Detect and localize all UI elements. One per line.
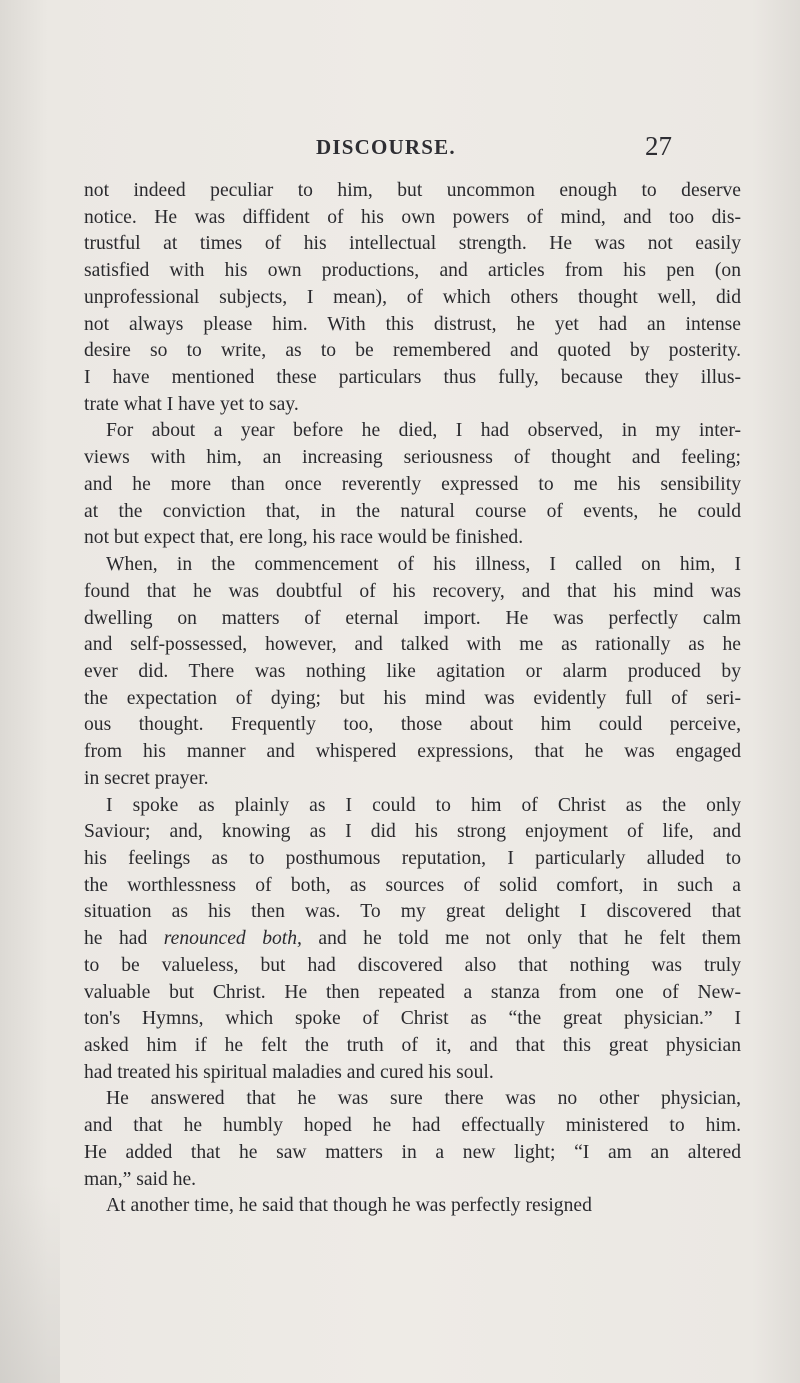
text-line: Saviour; and, knowing as I did his strong enjoyment of life, and xyxy=(84,821,741,843)
text-line: views with him, an increasing seriousness of thought and feeling; xyxy=(84,447,741,469)
text-line: not always please him. With this distrust, he yet had an intense xyxy=(84,313,741,335)
text-line: and self-possessed, however, and talked with me as rationally as he xyxy=(84,634,741,656)
text-line: situation as his then was. To my great delight I discovered that xyxy=(84,901,741,923)
running-title: DISCOURSE. xyxy=(316,135,456,159)
text-line: satisfied with his own productions, and articles from his pen (on xyxy=(84,260,741,282)
text-line: ever did. There was nothing like agitation or alarm produced by xyxy=(84,660,741,682)
text-line: and he more than once reverently expressed to me his sensibility xyxy=(84,473,741,495)
text-line: valuable but Christ. He then repeated a stanza from one of New- xyxy=(84,981,741,1003)
text-line: ton's Hymns, which spoke of Christ as “the great physician.” I xyxy=(84,1008,741,1030)
text-line: his feelings as to posthumous reputation, I particularly alluded to xyxy=(84,847,741,869)
text-line: had treated his spiritual maladies and cured his soul. xyxy=(84,1061,494,1083)
text-line: trate what I have yet to say. xyxy=(84,393,299,415)
text-line-with-italic xyxy=(84,926,741,953)
page-number: 27 xyxy=(645,131,672,161)
text-line: the expectation of dying; but his mind was evidently full of seri- xyxy=(84,687,741,709)
text-line: When, in the commencement of his illness, I called on him, I xyxy=(106,554,741,576)
text-line: man,” said he. xyxy=(84,1168,197,1190)
text-line: to be valueless, but had discovered also that nothing was truly xyxy=(84,954,741,976)
text-line: from his manner and whispered expressions, that he was engaged xyxy=(84,741,741,763)
text-line: found that he was doubtful of his recovery, and that his mind was xyxy=(84,580,741,602)
text-line: asked him if he felt the truth of it, and that this great physician xyxy=(84,1035,741,1056)
running-head xyxy=(0,131,800,169)
line-segment: he had xyxy=(84,928,148,950)
body-text xyxy=(84,178,741,1220)
text-line: notice. He was diffident of his own powers of mind, and too dis- xyxy=(84,206,741,228)
text-line: I spoke as plainly as I could to him of Christ as the only xyxy=(106,794,741,816)
text-line: at the conviction that, in the natural course of events, he could xyxy=(84,500,741,522)
text-line: He added that he saw matters in a new light; “I am an altered xyxy=(84,1141,741,1163)
text-line: in secret prayer. xyxy=(84,767,209,789)
text-line: not indeed peculiar to him, but uncommon enough to deserve xyxy=(84,180,741,201)
page-shadow xyxy=(0,1183,60,1383)
text-line: At another time, he said that though he was perfectly resigned xyxy=(106,1195,592,1217)
text-line: not but expect that, ere long, his race would be finished. xyxy=(84,527,524,549)
text-line: trustful at times of his intellectual strength. He was not easily xyxy=(84,233,741,255)
italic-phrase: renounced both, xyxy=(163,928,302,950)
text-line: the worthlessness of both, as sources of solid comfort, in such a xyxy=(84,874,741,896)
text-line: and that he humbly hoped he had effectually ministered to him. xyxy=(84,1115,741,1137)
text-line: ous thought. Frequently too, those about him could perceive, xyxy=(84,714,741,736)
text-line: I have mentioned these particulars thus fully, because they illus- xyxy=(84,367,741,389)
text-line: He answered that he was sure there was no other physician, xyxy=(106,1088,741,1110)
text-line: desire so to write, as to be remembered and quoted by posterity. xyxy=(84,340,741,362)
text-line: For about a year before he died, I had observed, in my inter- xyxy=(106,420,741,442)
text-line: unprofessional subjects, I mean), of which others thought well, did xyxy=(84,286,741,308)
text-line: dwelling on matters of eternal import. He was perfectly calm xyxy=(84,607,741,629)
line-segment: and he told me not only that he felt them xyxy=(318,928,741,950)
